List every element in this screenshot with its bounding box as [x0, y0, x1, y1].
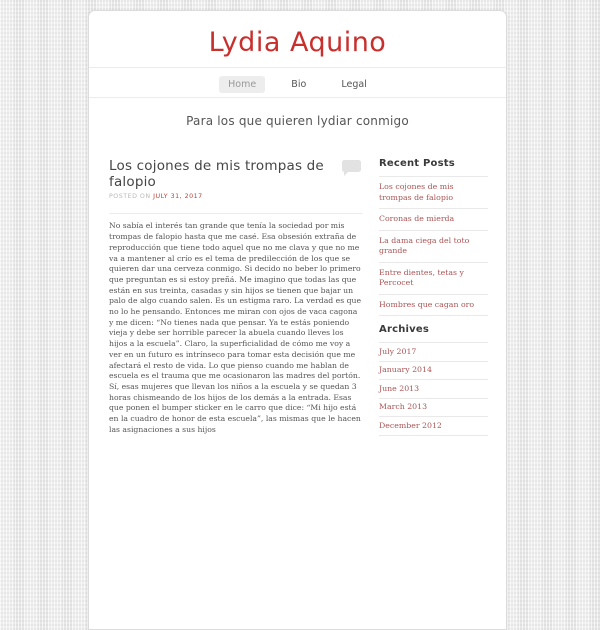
list-item [379, 362, 488, 381]
recent-posts-heading: Recent Posts [379, 158, 488, 177]
site-title[interactable]: Lydia Aquino [208, 27, 387, 58]
post-meta [109, 193, 363, 200]
list-item [379, 417, 488, 436]
list-item [379, 209, 488, 231]
comment-bubble-icon[interactable] [342, 160, 361, 172]
post-title[interactable]: Los cojones de mis trompas de falopio [109, 158, 324, 191]
recent-post-link[interactable]: Entre dientes, tetas y Percocet [379, 267, 464, 288]
archive-link[interactable]: January 2014 [379, 365, 432, 375]
archives-list [379, 343, 488, 436]
site-tagline: Para los que quieren lydiar conmigo [186, 114, 409, 129]
archive-link[interactable]: June 2013 [379, 383, 420, 393]
list-item [379, 231, 488, 263]
archive-link[interactable]: December 2012 [379, 420, 442, 430]
list-item [379, 177, 488, 209]
recent-posts-list [379, 177, 488, 316]
archives-widget [379, 324, 488, 436]
nav-item-home[interactable]: Home [219, 76, 265, 93]
main-nav [89, 67, 506, 98]
site-header [89, 27, 506, 128]
content-area [89, 158, 506, 436]
sidebar [379, 158, 488, 436]
posted-on-label: POSTED ON [109, 193, 151, 201]
recent-post-link[interactable]: Coronas de mierda [379, 214, 455, 224]
list-item [379, 263, 488, 295]
post-date-link[interactable]: JULY 31, 2017 [153, 193, 203, 201]
recent-post-link[interactable]: La dama ciega del toto grande [379, 235, 470, 256]
post-body: No sabía el interés tan grande que tenía la sociedad por mis trompas de falopio hasta que me casé. Esa obsesión extraña de reproducción que tiene todo aquel que no me clava y que no me va a mantener al crío es el tema de predilección de los que se quieren dar una cerveza conmigo. Si decido no beber lo primero que preguntan es si estoy preñá. Me imagino que todas las que están en sus treinta, casadas y sin hijos se tienen que bajar un palo de algo cuando salen. Es un estigma raro. La verdad es que no lo he pensando. Entonces me miran con ojos de vaca cagona y me dicen: “No tienes nada que pensar. Ya te estás poniendo vieja y debe ser horrible parecer la abuela cuando lleves los hijos a la escuela”. Claro, la superficialidad de cómo me voy a ver en un futuro es intrínseco para tomar esta decisión que me afectará el resto de vida. Lo que pienso cuando me hablan de escuela es el trauma que me ocasionaron las madres del portón. Sí, esas mujeres que llevan los niños a la escuela y se quedan 3 horas chismeando de los hijos de los demás a la entrada. Esas que ponen el bumper sticker en le carro que dice: “Mi hijo está en la cuadro de honor de esta escuela”, las mismas que le hacen las asignaciones a sus hijos [109, 221, 362, 434]
list-item [379, 343, 488, 362]
list-item [379, 399, 488, 418]
primary-column [109, 158, 363, 436]
archive-link[interactable]: March 2013 [379, 402, 428, 412]
archives-heading: Archives [379, 324, 488, 343]
entry-header [109, 158, 363, 200]
list-item [379, 295, 488, 317]
recent-posts-widget [379, 158, 488, 316]
nav-item-legal[interactable]: Legal [341, 79, 367, 91]
archive-link[interactable]: July 2017 [379, 346, 417, 356]
recent-post-link[interactable]: Hombres que cagan oro [379, 299, 475, 309]
recent-post-link[interactable]: Los cojones de mis trompas de falopio [379, 182, 454, 202]
list-item [379, 380, 488, 399]
entry-divider [109, 213, 363, 214]
site-container [88, 10, 507, 630]
nav-item-bio[interactable]: Bio [291, 79, 307, 91]
